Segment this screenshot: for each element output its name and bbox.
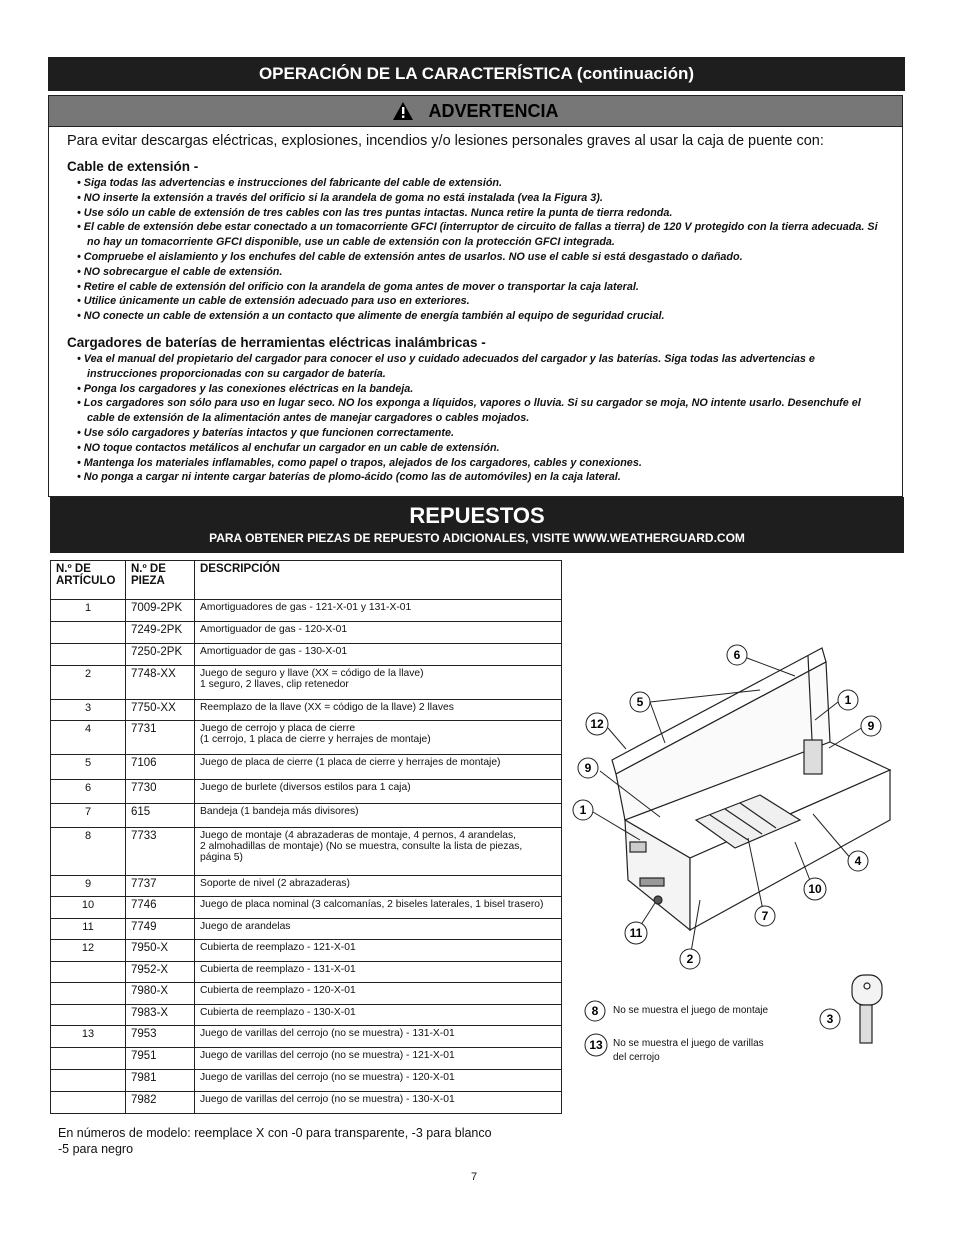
repuestos-banner [50,497,904,553]
description-cell: Juego de seguro y llave (XX = código de la llave) 1 seguro, 2 llaves, clip retenedor [195,666,562,700]
callout-11 [625,922,647,944]
warning-box [48,95,903,497]
warning-item: • NO inserte la extensión a través del orificio si la arandela de goma no está instalada (vea la Figura 3). [77,191,887,206]
description-cell: Amortiguador de gas - 120-X-01 [195,622,562,644]
footnote-line-2: -5 para negro [58,1142,134,1156]
part-number-cell: 7748-XX [126,666,195,700]
table-row [51,755,562,780]
callout-9-right [861,716,881,736]
description-cell: Juego de varillas del cerrojo (no se muestra) - 121-X-01 [195,1048,562,1070]
description-cell: Cubierta de reemplazo - 131-X-01 [195,962,562,983]
svg-text:13: 13 [589,1038,603,1052]
table-row [51,622,562,644]
item-number-cell [51,983,126,1005]
part-number-cell: 7750-XX [126,700,195,721]
cable-heading: Cable de extensión - [67,159,199,174]
item-number-cell: 13 [51,1026,126,1048]
part-number-cell: 7737 [126,876,195,897]
warning-item: • Compruebe el aislamiento y los enchufes del cable de extensión antes de usarlos. NO use el cable si está desgastado o dañado. [77,250,887,265]
item-number-cell [51,1048,126,1070]
warning-item: • No ponga a cargar ni intente cargar baterías de plomo-ácido (como las de automóviles) en la caja lateral. [77,470,887,485]
item-number-cell: 12 [51,940,126,962]
description-cell: Juego de burlete (diversos estilos para 1 caja) [195,780,562,804]
part-number-cell: 7981 [126,1070,195,1092]
svg-text:5: 5 [636,695,644,709]
warning-item: • NO conecte un cable de extensión a un contacto que alimente de energía también al equipo de seguridad crucial. [77,309,887,324]
table-row [51,983,562,1005]
callout-1-top [838,690,858,710]
warning-intro: Para evitar descargas eléctricas, explosiones, incendios y/o lesiones personales graves al usar la caja de puente con: [67,133,824,149]
page-number: 7 [471,1171,478,1183]
part-number-cell: 7731 [126,721,195,755]
svg-text:10: 10 [808,882,822,896]
description-cell: Cubierta de reemplazo - 130-X-01 [195,1005,562,1026]
callout-12 [586,713,608,735]
item-number-cell [51,622,126,644]
table-row [51,804,562,828]
part-number-cell: 7106 [126,755,195,780]
part-number-cell: 7749 [126,919,195,940]
item-number-cell: 2 [51,666,126,700]
callout-2 [680,949,700,969]
part-number-cell: 7951 [126,1048,195,1070]
description-cell: Bandeja (1 bandeja más divisores) [195,804,562,828]
note-mounting-kit: No se muestra el juego de montaje [613,1005,769,1016]
svg-text:11: 11 [629,926,643,940]
part-number-cell: 7250-2PK [126,644,195,666]
svg-text:3: 3 [826,1012,834,1026]
item-number-cell: 9 [51,876,126,897]
callout-10 [804,878,826,900]
item-number-cell [51,1005,126,1026]
item-number-cell: 3 [51,700,126,721]
part-number-cell: 615 [126,804,195,828]
callout-5 [630,692,650,712]
toolbox-diagram [570,630,910,1060]
description-cell: Juego de varillas del cerrojo (no se muestra) - 131-X-01 [195,1026,562,1048]
section-header-text: OPERACIÓN DE LA CARACTERÍSTICA (continuación) [258,64,695,83]
warning-header [49,96,902,127]
warning-item: • Mantenga los materiales inflamables, como papel o trapos, alejados de los cargadores, cables y conexiones. [77,456,887,471]
key-icon [852,975,882,1043]
svg-text:1: 1 [844,693,852,707]
warning-item: • Ponga los cargadores y las conexiones eléctricas en la bandeja. [77,382,887,397]
warning-triangle-icon [392,101,414,121]
item-number-cell: 5 [51,755,126,780]
table-row [51,780,562,804]
header-item-number: N.º DE ARTÍCULO [51,561,126,600]
callout-13 [585,1034,607,1056]
table-row [51,1070,562,1092]
item-number-cell [51,962,126,983]
item-number-cell: 11 [51,919,126,940]
description-cell: Juego de cerrojo y placa de cierre (1 cerrojo, 1 placa de cierre y herrajes de montaje) [195,721,562,755]
svg-text:1: 1 [579,803,587,817]
table-row [51,828,562,876]
svg-text:9: 9 [584,761,592,775]
svg-text:2: 2 [686,952,694,966]
table-row [51,919,562,940]
table-row [51,600,562,622]
table-row [51,1092,562,1114]
part-number-cell: 7980-X [126,983,195,1005]
warning-item: • Utilice únicamente un cable de extensión adecuado para uso en exteriores. [77,294,887,309]
table-row [51,1026,562,1048]
callout-3 [820,1009,840,1029]
svg-text:8: 8 [591,1004,599,1018]
part-number-cell: 7950-X [126,940,195,962]
parts-table-header [51,561,562,600]
note-latch-rods-line-1: No se muestra el juego de varillas [613,1038,764,1049]
warning-item: • NO sobrecargue el cable de extensión. [77,265,887,280]
part-number-cell: 7746 [126,897,195,919]
table-row [51,962,562,983]
part-number-cell: 7733 [126,828,195,876]
table-row [51,1048,562,1070]
item-number-cell: 4 [51,721,126,755]
charger-warning-list [77,352,887,485]
footnote-line-1: En números de modelo: reemplace X con -0 para transparente, -3 para blanco [58,1126,492,1140]
table-row [51,897,562,919]
description-cell: Amortiguador de gas - 130-X-01 [195,644,562,666]
cable-warning-list [77,176,887,324]
header-part-number: N.º DE PIEZA [126,561,195,600]
repuestos-title: REPUESTOS [409,503,545,528]
item-number-cell [51,644,126,666]
svg-text:4: 4 [854,854,862,868]
item-number-cell: 6 [51,780,126,804]
callout-9-left [578,758,598,778]
description-cell: Juego de placa de cierre (1 placa de cierre y herrajes de montaje) [195,755,562,780]
table-row [51,721,562,755]
callout-8 [585,1001,605,1021]
warning-item: • Siga todas las advertencias e instrucciones del fabricante del cable de extensión. [77,176,887,191]
charger-heading: Cargadores de baterías de herramientas eléctricas inalámbricas - [67,335,486,350]
item-number-cell: 7 [51,804,126,828]
item-number-cell [51,1092,126,1114]
part-number-cell: 7953 [126,1026,195,1048]
callout-4 [848,851,868,871]
item-number-cell: 1 [51,600,126,622]
item-number-cell: 8 [51,828,126,876]
description-cell: Cubierta de reemplazo - 121-X-01 [195,940,562,962]
description-cell: Juego de arandelas [195,919,562,940]
part-number-cell: 7952-X [126,962,195,983]
description-cell: Cubierta de reemplazo - 120-X-01 [195,983,562,1005]
description-cell: Reemplazo de la llave (XX = código de la llave) 2 llaves [195,700,562,721]
warning-item: • Retire el cable de extensión del orificio con la arandela de goma antes de mover o transportar la caja lateral. [77,280,887,295]
header-description: DESCRIPCIÓN [195,561,562,600]
parts-table [50,560,562,1114]
note-latch-rods-line-2: del cerrojo [613,1052,660,1063]
callout-7 [755,906,775,926]
part-number-cell: 7009-2PK [126,600,195,622]
part-number-cell: 7983-X [126,1005,195,1026]
description-cell: Juego de placa nominal (3 calcomanías, 2 biseles laterales, 1 bisel trasero) [195,897,562,919]
callout-6 [727,645,747,665]
table-row [51,666,562,700]
callout-1-left [573,800,593,820]
model-footnote [58,1125,492,1157]
table-row [51,644,562,666]
warning-item: • Use sólo cargadores y baterías intactos y que funcionen correctamente. [77,426,887,441]
svg-text:6: 6 [733,648,741,662]
table-row [51,1005,562,1026]
warning-item: • NO toque contactos metálicos al enchufar un cargador en un cable de extensión. [77,441,887,456]
description-cell: Juego de montaje (4 abrazaderas de montaje, 4 pernos, 4 arandelas, 2 almohadillas de montaje) (No se muestra, consulte la lista de piezas, página 5) [195,828,562,876]
description-cell: Soporte de nivel (2 abrazaderas) [195,876,562,897]
table-row [51,876,562,897]
table-row [51,700,562,721]
part-number-cell: 7982 [126,1092,195,1114]
warning-title: ADVERTENCIA [428,100,559,121]
warning-item: • Los cargadores son sólo para uso en lugar seco. NO los exponga a líquidos, vapores o lluvia. Si su cargador se moja, NO intente usarlo. Desenchufe el cable de extensión de la alimentación antes de manejar cargadores o cables mojados. [77,396,887,426]
repuestos-subtitle: PARA OBTENER PIEZAS DE REPUESTO ADICIONALES, VISITE WWW.WEATHERGUARD.COM [209,531,745,545]
part-number-cell: 7249-2PK [126,622,195,644]
warning-item: • El cable de extensión debe estar conectado a un tomacorriente GFCI (interruptor de circuito de fallas a tierra) de 120 V protegido con la tierra adecuada. Si no hay un tomacorriente GFCI disponible, use un cable de extensión con la protección GFCI integrada. [77,220,887,250]
description-cell: Juego de varillas del cerrojo (no se muestra) - 130-X-01 [195,1092,562,1114]
item-number-cell: 10 [51,897,126,919]
description-cell: Amortiguadores de gas - 121-X-01 y 131-X-01 [195,600,562,622]
warning-item: • Vea el manual del propietario del cargador para conocer el uso y cuidado adecuados del cargador y las baterías. Siga todas las advertencias e instrucciones proporcionadas con su cargador de batería. [77,352,887,382]
warning-item: • Use sólo un cable de extensión de tres cables con las tres puntas intactas. Nunca retire la punta de tierra redonda. [77,206,887,221]
part-number-cell: 7730 [126,780,195,804]
section-header [48,57,905,91]
table-row [51,940,562,962]
description-cell: Juego de varillas del cerrojo (no se muestra) - 120-X-01 [195,1070,562,1092]
item-number-cell [51,1070,126,1092]
svg-text:12: 12 [590,717,604,731]
svg-text:7: 7 [761,909,769,923]
svg-text:9: 9 [867,719,875,733]
